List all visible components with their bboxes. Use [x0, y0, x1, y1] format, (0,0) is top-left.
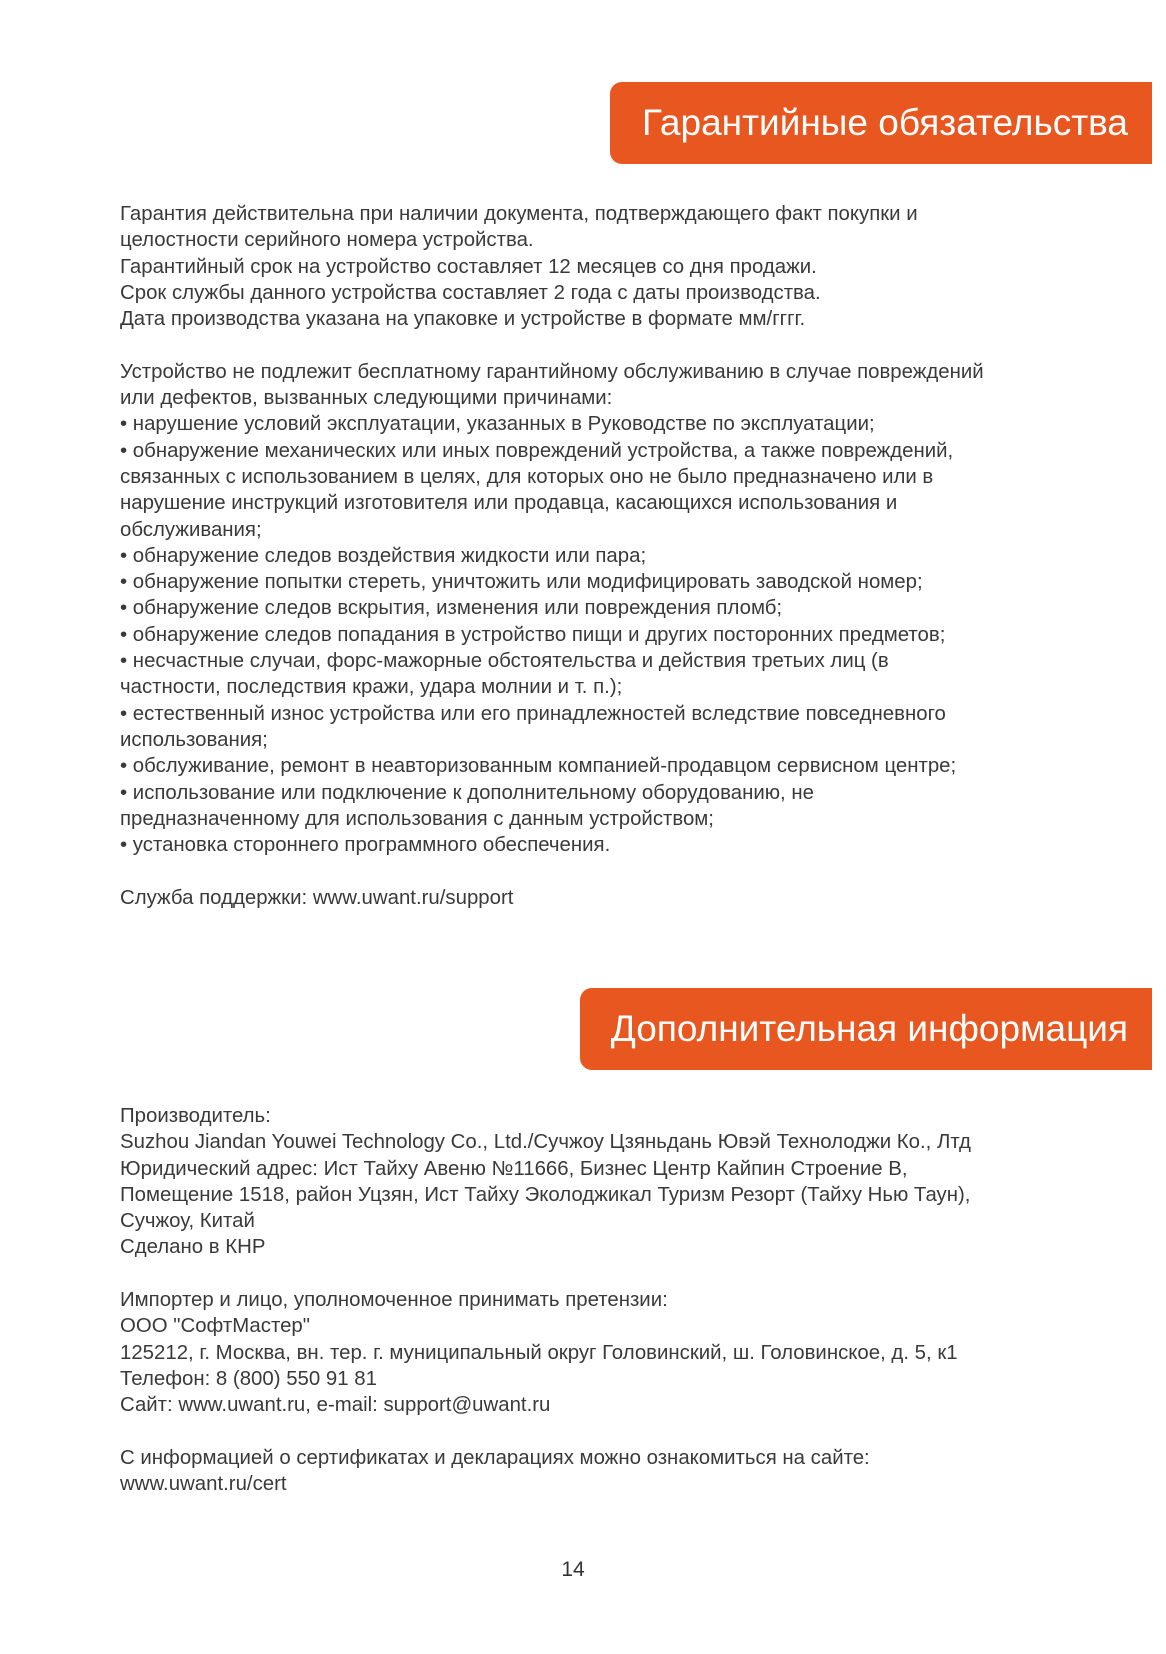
- paragraph-gap: [120, 858, 1080, 884]
- text-line: Производитель:: [120, 1105, 271, 1127]
- warranty-text-block: [120, 201, 1080, 911]
- text-line: • обнаружение попытки стереть, уничтожить или модифицировать заводской номер;: [120, 571, 923, 594]
- text-line: • обслуживание, ремонт в неавторизованным компанией-продавцом сервисном центре;: [120, 755, 957, 778]
- page-number: 14: [561, 1558, 585, 1581]
- text-line: Срок службы данного устройства составляет 2 года с даты производства.: [120, 281, 821, 304]
- text-line: обслуживания;: [120, 518, 262, 541]
- text-line: Юридический адрес: Ист Тайху Авеню №11666, Бизнес Центр Кайпин Строение В,: [120, 1157, 908, 1180]
- text-line: www.uwant.ru/cert: [120, 1473, 287, 1496]
- text-line: Телефон: 8 (800) 550 91 81: [120, 1367, 377, 1390]
- text-line: предназначенному для использования с данным устройством;: [120, 807, 714, 830]
- text-line: • установка стороннего программного обеспечения.: [120, 834, 611, 857]
- text-line: использования;: [120, 728, 268, 751]
- text-line: • несчастные случаи, форс-мажорные обстоятельства и действия третьих лиц (в: [120, 650, 889, 673]
- text-line: нарушение инструкций изготовителя или продавца, касающихся использования и: [120, 492, 898, 515]
- text-line: Сайт: www.uwant.ru, e-mail: support@uwant.ru: [120, 1394, 551, 1417]
- text-line: Устройство не подлежит бесплатному гарантийному обслуживанию в случае повреждений: [120, 360, 984, 383]
- text-line: 125212, г. Москва, вн. тер. г. муниципальный округ Головинский, ш. Головинское, д. 5, к1: [120, 1341, 958, 1364]
- text-line: • обнаружение следов воздействия жидкости или пара;: [120, 544, 647, 567]
- text-line: Служба поддержки: www.uwant.ru/support: [120, 886, 514, 909]
- text-line: Suzhou Jiandan Youwei Technology Co., Ltd./Сучжоу Цзяньдань Ювэй Технолоджи Ко., Лтд: [120, 1131, 971, 1154]
- section-title-additional-info: Дополнительная информация: [580, 988, 1152, 1070]
- text-line: • естественный износ устройства или его принадлежностей вследствие повседневного: [120, 702, 946, 725]
- paragraph-gap: [120, 332, 1080, 358]
- text-line: Сучжоу, Китай: [120, 1210, 255, 1233]
- section-title-warranty: Гарантийные обязательства: [610, 82, 1152, 164]
- text-line: • обнаружение следов вскрытия, изменения или повреждения пломб;: [120, 597, 783, 620]
- text-line: Импортер и лицо, уполномоченное принимать претензии:: [120, 1289, 668, 1312]
- text-line: ООО "СофтМастер": [120, 1315, 310, 1338]
- text-line: Дата производства указана на упаковке и устройстве в формате мм/гггг.: [120, 308, 806, 331]
- text-line: Гарантийный срок на устройство составляет 12 месяцев со дня продажи.: [120, 255, 817, 278]
- text-line: целостности серийного номера устройства.: [120, 229, 534, 252]
- text-line: • обнаружение механических или иных повреждений устройства, а также повреждений,: [120, 439, 954, 462]
- text-line: или дефектов, вызванных следующими причинами:: [120, 387, 613, 410]
- text-line: Помещение 1518, район Уцзян, Ист Тайху Эколоджикал Туризм Резорт (Тайху Нью Таун),: [120, 1183, 971, 1206]
- text-line: • обнаружение следов попадания в устройство пищи и других посторонних предметов;: [120, 623, 946, 646]
- paragraph-gap: [120, 1419, 1080, 1445]
- text-line: Сделано в КНР: [120, 1236, 266, 1259]
- text-line: • нарушение условий эксплуатации, указанных в Руководстве по эксплуатации;: [120, 413, 875, 436]
- additional-info-text-block: [120, 1103, 1080, 1497]
- text-line: С информацией о сертификатах и декларациях можно ознакомиться на сайте:: [120, 1446, 870, 1469]
- text-line: Гарантия действительна при наличии документа, подтверждающего факт покупки и: [120, 203, 918, 225]
- text-line: • использование или подключение к дополнительному оборудованию, не: [120, 781, 814, 804]
- text-line: частности, последствия кражи, удара молнии и т. п.);: [120, 676, 623, 699]
- text-line: связанных с использованием в целях, для которых оно не было предназначено или в: [120, 465, 934, 488]
- paragraph-gap: [120, 1261, 1080, 1287]
